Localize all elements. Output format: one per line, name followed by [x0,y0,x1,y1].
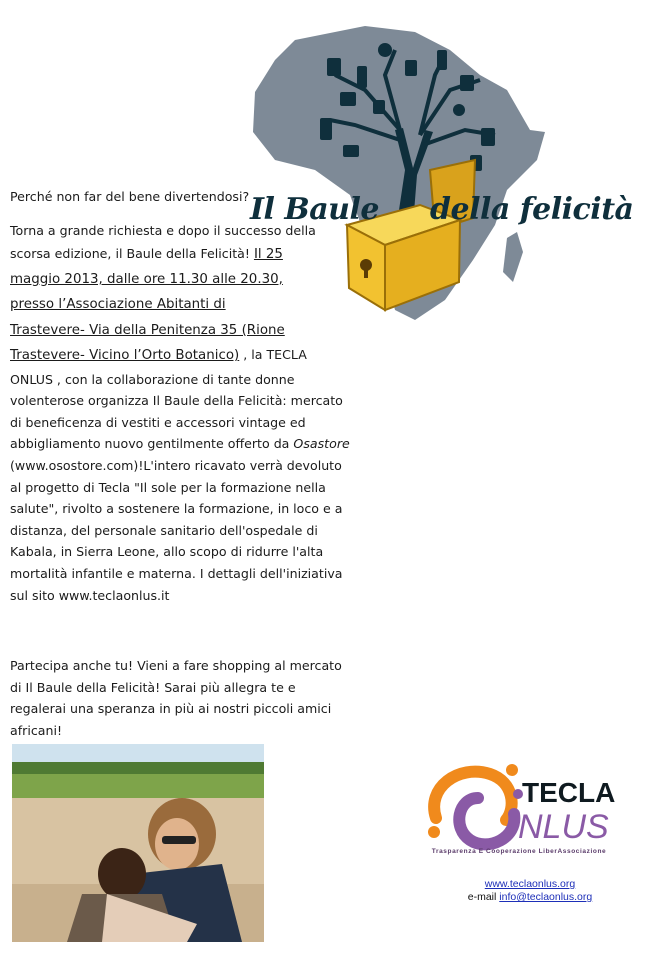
photo-woman-with-child [12,744,264,942]
main-after-date: , la TECLA ONLUS , con la collaborazione di tante donne volenterose organizza Il Baule della Felicità: mercato di beneficenza di vestiti e accessori vintage ed abbigliamento nuovo gentilmente offerto da [10,347,343,452]
event-date-line-2: maggio 2013, dalle ore 11.30 alle 20.30, [10,272,283,287]
main-before-date: Torna a grande richiesta e dopo il successo della scorsa edizione, il Baule della Felicità! [10,223,316,261]
logo-tagline: Trasparenza E Cooperazione LiberAssociazione [431,848,607,855]
event-date-line-5: Trastevere- Vicino l’Orto Botanico) [10,348,240,364]
sponsor-name: Osastore [293,436,350,452]
partecipa-paragraph: Partecipa anche tu! Vieni a fare shopping al mercato di Il Baule della Felicità! Sarai più allegra te e regalerai una speranza in più ai nostri piccoli amici africani! [10,658,342,738]
event-date-line-4: Trastevere- Via della Penitenza 35 (Rione [10,322,285,338]
sponsor-url: (www.osostore.com) [10,458,139,473]
email-link[interactable]: info@teclaonlus.org [499,891,593,903]
photo-image [12,744,264,942]
email-label: e-mail [467,891,500,903]
title-part-1: Il Baule [250,192,379,227]
website-link[interactable]: www.teclaonlus.org [484,878,576,890]
event-date-line-3: presso l’Associazione Abitanti di [10,297,226,313]
contact-block [460,878,600,904]
event-date-line-1: Il 25 [253,246,283,262]
logo-word-nlus: NLUS [518,808,609,846]
madagascar-map [503,232,523,282]
main-paragraph [10,220,350,606]
main-closing: !L'intero ricavato verrà devoluto al progetto di Tecla "Il sole per la formazione nella salute", rivolto a sostenere la formazione, in loco e a distanza, del personale sanitario dell'ospedale di Kabala, in Sierra Leone, allo scopo di ridurre l'alta mortalità infantile e materna. I dettagli dell'iniziativa sul sito www.teclaonlus.it [10,458,343,603]
title-part-2: della felicità [430,192,634,227]
intro-text: Perché non far del bene divertendosi? [10,189,250,204]
email-line [460,891,600,904]
logo-word-tecla: TECLA [522,777,616,808]
